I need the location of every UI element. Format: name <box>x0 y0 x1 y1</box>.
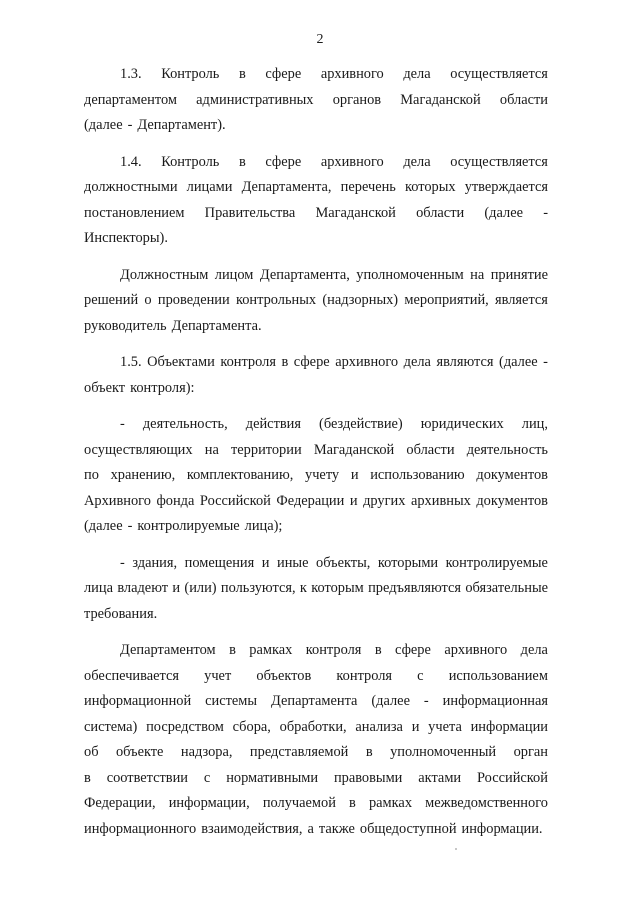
word: (далее <box>499 354 538 370</box>
word: документов <box>476 467 548 483</box>
word: Департамент). <box>137 117 226 133</box>
word: учета <box>428 718 462 735</box>
word: и <box>350 467 359 483</box>
word: информации <box>470 718 548 735</box>
word: представляемой <box>249 744 349 760</box>
word: - <box>127 117 133 133</box>
word: архивного <box>335 354 399 370</box>
word: в <box>374 642 382 658</box>
word: руководитель <box>84 317 167 334</box>
text-line <box>84 551 548 577</box>
paragraph-p-accounting <box>84 638 548 842</box>
word: лица); <box>244 518 283 534</box>
word: сфере <box>265 153 302 170</box>
word: правовыми <box>333 769 403 786</box>
text-line <box>84 150 548 176</box>
word: система) <box>84 718 138 735</box>
word: надзора, <box>180 744 233 760</box>
text-line <box>84 376 548 402</box>
word: учету <box>305 467 340 483</box>
text-line <box>84 715 548 741</box>
word: лицом <box>214 266 254 283</box>
word: объект <box>84 379 126 396</box>
word: - <box>120 416 125 432</box>
word: в <box>365 744 373 760</box>
word: с <box>417 667 424 684</box>
word: контроля <box>305 642 362 658</box>
word: информационного <box>84 820 197 837</box>
word: соответствии <box>106 769 189 786</box>
word: Федерации <box>276 492 345 509</box>
word: и <box>411 718 420 735</box>
word: административных <box>196 91 314 108</box>
word: дела <box>403 66 431 82</box>
word: взаимодействия, <box>201 820 303 837</box>
word: также <box>318 820 355 837</box>
word: должностными <box>84 179 178 195</box>
word: контроля <box>220 354 276 370</box>
paragraph-p-1-3 <box>84 62 548 139</box>
word: помещения <box>184 554 255 571</box>
word: (далее <box>84 518 123 534</box>
word: учет <box>204 667 232 684</box>
word: архивного <box>320 66 384 82</box>
word: межведомственного <box>425 795 548 811</box>
word: здания, <box>132 554 178 571</box>
word: лиц, <box>521 416 548 432</box>
word: деятельность, <box>142 416 228 432</box>
word: которых <box>404 179 456 195</box>
word: контролируемые <box>137 518 240 534</box>
word: обеспечивается <box>84 667 179 684</box>
word: иные <box>277 554 309 571</box>
word: в <box>349 795 356 811</box>
text-line <box>84 288 548 314</box>
word: нормативными <box>226 769 319 786</box>
word: (далее <box>484 204 523 221</box>
paragraph-p-activity <box>84 412 548 540</box>
word: органов <box>332 91 382 108</box>
word: Правительства <box>204 204 296 221</box>
word: в <box>238 153 246 170</box>
word: - <box>120 554 125 571</box>
text-line <box>84 175 548 201</box>
word: информации. <box>461 820 543 837</box>
word: контрольных <box>235 292 317 308</box>
text-line <box>84 766 548 792</box>
word: дела <box>520 642 548 658</box>
word: лица <box>84 580 113 596</box>
word: предъявляются <box>368 580 462 596</box>
text-line <box>84 201 548 227</box>
word: 1.4. <box>120 153 142 170</box>
word: архивного <box>444 642 508 658</box>
word: и <box>261 554 270 571</box>
word: Департамента, <box>241 179 332 195</box>
word: Магаданской <box>400 91 481 108</box>
word: Инспекторы). <box>84 230 168 246</box>
word: являются <box>436 354 494 370</box>
paragraph-p-1-4 <box>84 150 548 252</box>
word: и <box>349 492 358 509</box>
text-line <box>84 791 548 817</box>
word: Департаментом <box>120 642 216 658</box>
word: информационная <box>442 693 548 709</box>
word: в <box>238 66 246 82</box>
word: о <box>144 292 152 308</box>
word: контроля): <box>130 379 195 396</box>
word: уполномоченным <box>356 266 464 283</box>
word: посредством <box>146 718 224 735</box>
word: Должностным <box>120 266 209 283</box>
word: требования. <box>84 605 158 622</box>
word: анализа <box>355 718 403 735</box>
word: (бездействие) <box>319 416 403 432</box>
word: Департамента, <box>259 266 350 283</box>
word: хранению, <box>110 467 176 483</box>
word: перечень <box>340 179 396 195</box>
word: в <box>229 642 236 658</box>
page-number: 2 <box>316 32 324 47</box>
word: об <box>84 744 99 760</box>
text-line <box>84 62 548 88</box>
word: (или) <box>184 580 217 596</box>
word: Контроль <box>161 153 220 170</box>
word: орган <box>513 744 548 760</box>
word: контролируемые <box>445 554 548 571</box>
word: Объектами <box>147 354 215 370</box>
text-line <box>84 689 548 715</box>
text-line <box>84 350 548 376</box>
word: осуществляющих <box>84 441 193 458</box>
word: сбора, <box>232 718 271 735</box>
word: Магаданской <box>313 441 395 458</box>
word: которым <box>311 580 364 596</box>
word: по <box>84 467 99 483</box>
word: на <box>470 266 485 283</box>
word: сфере <box>293 354 330 370</box>
word: и <box>172 580 181 596</box>
text-line <box>84 602 548 628</box>
word: утверждается <box>464 179 548 195</box>
word: контроля <box>336 667 393 684</box>
word: в <box>281 354 289 370</box>
word: обработки, <box>279 718 347 735</box>
word: 1.3. <box>120 66 142 82</box>
word: в <box>84 769 91 786</box>
word: - <box>543 354 548 370</box>
text-line <box>84 638 548 664</box>
word: проведении <box>157 292 230 308</box>
paragraph-p-buildings <box>84 551 548 628</box>
word: осуществляется <box>450 153 548 170</box>
text-line <box>84 463 548 489</box>
word: - <box>543 204 548 221</box>
text-line <box>84 438 548 464</box>
word: получаемой <box>262 795 336 811</box>
document-body <box>84 62 548 853</box>
word: Архивного <box>84 492 151 509</box>
text-line <box>84 88 548 114</box>
word: лицами <box>186 179 233 195</box>
word: которыми <box>377 554 439 571</box>
paragraph-p-1-5 <box>84 350 548 401</box>
word: действия <box>245 416 301 432</box>
word: информации, <box>168 795 250 811</box>
word: пользуются, <box>220 580 296 596</box>
text-line <box>84 817 548 843</box>
text-line <box>84 226 548 252</box>
word: объектов <box>256 667 312 684</box>
word: с <box>203 769 211 786</box>
word: мероприятий, <box>404 292 489 308</box>
text-line <box>84 113 548 139</box>
word: (надзорных) <box>322 292 399 308</box>
word: территории <box>231 441 302 458</box>
word: Департамента <box>271 693 358 709</box>
text-line <box>84 263 548 289</box>
word: дела <box>403 354 431 370</box>
word: сфере <box>265 66 302 82</box>
word: (далее <box>371 693 410 709</box>
text-line <box>84 489 548 515</box>
word: документов <box>476 492 548 509</box>
word: рамках <box>368 795 413 811</box>
word: Федерации, <box>84 795 156 811</box>
word: Контроль <box>161 66 220 82</box>
text-line <box>84 740 548 766</box>
word: объекте <box>115 744 164 760</box>
word: 1.5. <box>120 354 142 370</box>
word: является <box>495 292 548 308</box>
word: владеют <box>117 580 169 596</box>
word: актами <box>418 769 462 786</box>
word: архивного <box>320 153 384 170</box>
word: принятие <box>490 266 548 283</box>
word: Российской <box>477 769 548 786</box>
word: рамках <box>249 642 293 658</box>
word: фонда <box>156 492 195 509</box>
word: Российской <box>199 492 271 509</box>
word: использованию <box>370 467 465 483</box>
scan-speck <box>455 848 457 850</box>
word: использованием <box>448 667 548 684</box>
text-line <box>84 412 548 438</box>
word: а <box>307 820 314 837</box>
word: осуществляется <box>450 66 548 82</box>
paragraph-p-official <box>84 263 548 340</box>
word: общедоступной <box>359 820 457 837</box>
word: к <box>299 580 307 596</box>
word: - <box>127 518 133 534</box>
word: области <box>416 204 465 221</box>
word: Магаданской <box>315 204 396 221</box>
word: департаментом <box>84 91 177 108</box>
word: архивных <box>410 492 471 509</box>
word: деятельность <box>466 441 548 458</box>
word: (далее <box>84 117 123 133</box>
word: - <box>423 693 429 709</box>
word: информационной <box>84 693 192 709</box>
word: области <box>499 91 548 108</box>
text-line <box>84 664 548 690</box>
word: сфере <box>395 642 431 658</box>
word: области <box>406 441 455 458</box>
word: комплектованию, <box>186 467 294 483</box>
word: других <box>363 492 406 509</box>
word: объекты, <box>316 554 371 571</box>
word: обязательные <box>465 580 548 596</box>
word: уполномоченный <box>390 744 497 760</box>
word: постановлением <box>84 204 185 221</box>
word: системы <box>205 693 258 709</box>
text-line <box>84 514 548 540</box>
word: Департамента. <box>171 317 262 334</box>
text-line <box>84 314 548 340</box>
word: дела <box>403 153 431 170</box>
word: на <box>204 441 219 458</box>
word: решений <box>84 292 139 308</box>
word: юридических <box>420 416 504 432</box>
text-line <box>84 576 548 602</box>
